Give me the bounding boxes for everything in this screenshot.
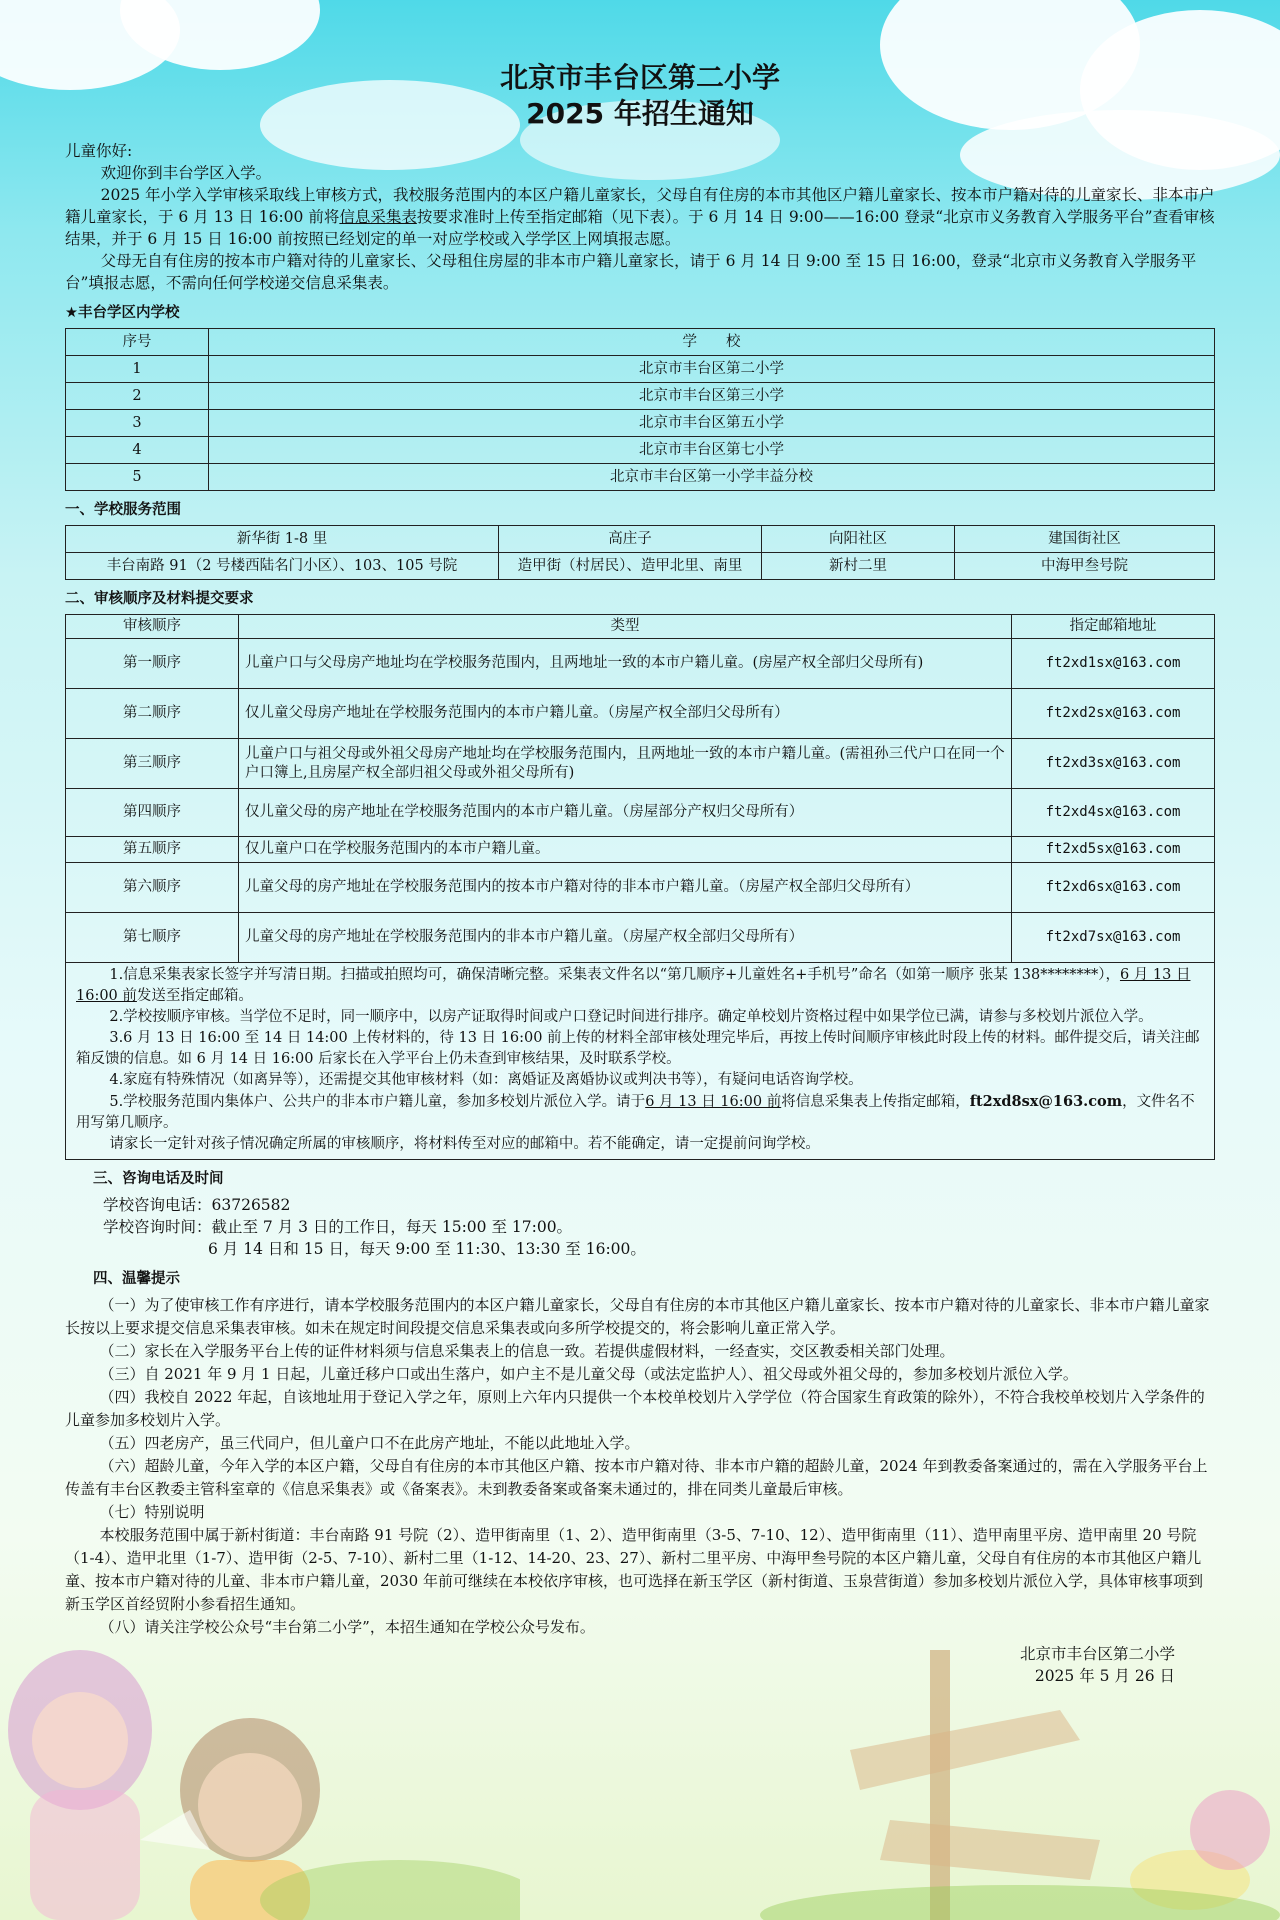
note-5	[76, 1091, 1204, 1134]
table-row	[66, 789, 1215, 837]
tip-item: （六）超龄儿童，今年入学的本区户籍，父母自有住房的本市其他区户籍、按本市户籍对待、非本市户籍的超龄儿童，2024 年到教委备案通过的，需在入学服务平台上传盖有丰台区教委主管科室章的《信息采集表》或《备案表》。未到教委备案或备案未通过的，排在同类儿童最后审核。	[65, 1457, 1208, 1498]
table-cell: 丰台南路 91（2 号楼西陆名门小区）、103、105 号院	[66, 553, 499, 580]
table-cell: 北京市丰台区第五小学	[209, 410, 1215, 437]
column-header: 序号	[66, 329, 209, 356]
column-header: 学 校	[209, 329, 1215, 356]
type-cell: 仅儿童户口在学校服务范围内的本市户籍儿童。	[239, 837, 1012, 863]
tip-item: （五）四老房产，虽三代同户，但儿童户口不在此房产地址，不能以此地址入学。	[99, 1434, 640, 1452]
deadline-text: 6 月 13 日 16:00 前	[76, 967, 1191, 1004]
table-row	[66, 837, 1215, 863]
column-header: 类型	[239, 615, 1012, 639]
order-cell: 第五顺序	[66, 837, 239, 863]
type-cell: 仅儿童父母的房产地址在学校服务范围内的本市户籍儿童。（房屋部分产权归父母所有）	[239, 789, 1012, 837]
intro-paragraph-1	[65, 184, 1215, 250]
tip-item: （四）我校自 2022 年起，自该地址用于登记入学之年，原则上六年内只提供一个本校单校划片入学学位（符合国家生育政策的除外），不符合我校单校划片入学条件的儿童参加多校划片入学。	[65, 1388, 1205, 1429]
table-row	[66, 356, 1215, 383]
info-form-name: 信息采集表	[339, 208, 417, 226]
table-cell: 2	[66, 383, 209, 410]
email-cell: ft2xd6sx@163.com	[1012, 863, 1215, 913]
table-cell: 北京市丰台区第二小学	[209, 356, 1215, 383]
contact-time: 学校咨询时间：截止至 7 月 3 日的工作日，每天 15:00 至 17:00。	[103, 1218, 573, 1236]
tip-item: （二）家长在入学服务平台上传的证件材料须与信息采集表上的信息一致。若提供虚假材料，一经查实，交区教委相关部门处理。	[99, 1342, 955, 1360]
table-cell: 1	[66, 356, 209, 383]
type-cell: 儿童父母的房产地址在学校服务范围内的按本市户籍对待的非本市户籍儿童。（房屋产权全部归父母所有）	[239, 863, 1012, 913]
signature-date: 2025 年 5 月 26 日	[1034, 1667, 1175, 1685]
table-header-row	[66, 526, 1215, 553]
note-4: 4.家庭有特殊情况（如离异等），还需提交其他审核材料（如：离婚证及离婚协议或判决书等），有疑问电话咨询学校。	[109, 1072, 863, 1088]
welcome-text: 欢迎你到丰台学区入学。	[100, 164, 272, 182]
table-row	[66, 464, 1215, 491]
type-cell: 儿童户口与祖父母或外祖父母房产地址均在学校服务范围内，且两地址一致的本市户籍儿童。(需祖孙三代户口在同一个户口簿上,且房屋产权全部归祖父母或外祖父母所有)	[239, 739, 1012, 789]
table-row	[66, 739, 1215, 789]
deadline-text: 6 月 13 日 16:00 前	[645, 1094, 782, 1110]
table-cell: 3	[66, 410, 209, 437]
table-row	[66, 553, 1215, 580]
tip-item: （三）自 2021 年 9 月 1 日起，儿童迁移户口或出生落户，如户主不是儿童父母（或法定监护人）、祖父母或外祖父母的，参加多校划片派位入学。	[99, 1365, 1078, 1383]
table-cell: 北京市丰台区第三小学	[209, 383, 1215, 410]
type-cell: 仅儿童父母房产地址在学校服务范围内的本市户籍儿童。（房屋产权全部归父母所有）	[239, 689, 1012, 739]
contact-phone: 学校咨询电话：63726582	[103, 1196, 291, 1214]
table-header-row	[66, 615, 1215, 639]
type-cell: 儿童户口与父母房产地址均在学校服务范围内，且两地址一致的本市户籍儿童。(房屋产权全部归父母所有)	[239, 639, 1012, 689]
notice-content	[65, 60, 1215, 1687]
table-row	[66, 913, 1215, 963]
table-cell: 北京市丰台区第七小学	[209, 437, 1215, 464]
review-order-table	[65, 614, 1215, 963]
order-cell: 第三顺序	[66, 739, 239, 789]
column-header: 审核顺序	[66, 615, 239, 639]
note-text: 5.学校服务范围内集体户、公共户的非本市户籍儿童，参加多校划片派位入学。请于	[109, 1094, 646, 1110]
tip-item: （七）特别说明	[99, 1503, 205, 1521]
contact-time-weekend: 6 月 14 日和 15 日，每天 9:00 至 11:30、13:30 至 16:00。	[208, 1240, 646, 1258]
email-cell: ft2xd1sx@163.com	[1012, 639, 1215, 689]
order-heading: 二、审核顺序及材料提交要求	[65, 591, 254, 607]
order-cell: 第一顺序	[66, 639, 239, 689]
table-cell: 4	[66, 437, 209, 464]
tips-list	[65, 1294, 1215, 1639]
order-cell: 第六顺序	[66, 863, 239, 913]
scope-heading: 一、学校服务范围	[65, 502, 181, 518]
table-row	[66, 410, 1215, 437]
contact-heading: 三、咨询电话及时间	[93, 1171, 224, 1187]
table-cell: 造甲街（村居民）、造甲北里、南里	[499, 553, 762, 580]
signature-school: 北京市丰台区第二小学	[1019, 1645, 1175, 1663]
intro-paragraph-2: 父母无自有住房的按本市户籍对待的儿童家长、父母租住房屋的非本市户籍儿童家长，请于 6 月 14 日 9:00 至 15 日 16:00，登录“北京市义务教育入学服务平台”填报志愿，不需向任何学校递交信息采集表。	[65, 252, 1197, 292]
order-cell: 第二顺序	[66, 689, 239, 739]
table-cell: 中海甲叁号院	[955, 553, 1215, 580]
table-cell: 新村二里	[762, 553, 955, 580]
note-text: 将信息采集表上传指定邮箱，	[781, 1094, 970, 1110]
collective-email: ft2xd8sx@163.com	[969, 1093, 1123, 1110]
note-1	[76, 965, 1204, 1007]
note-6: 请家长一定针对孩子情况确定所属的审核顺序，将材料传至对应的邮箱中。若不能确定，请一定提前问询学校。	[109, 1136, 820, 1152]
table-header-row	[66, 329, 1215, 356]
note-2: 2.学校按顺序审核。当学位不足时，同一顺序中，以房产证取得时间或户口登记时间进行排序。确定单校划片资格过程中如果学位已满，请参与多校划片派位入学。	[109, 1009, 1153, 1025]
email-cell: ft2xd5sx@163.com	[1012, 837, 1215, 863]
note-text: 发送至指定邮箱。	[136, 988, 253, 1004]
notice-title: 北京市丰台区第二小学	[499, 61, 780, 94]
table-row	[66, 383, 1215, 410]
greeting: 儿童你好:	[65, 142, 133, 160]
tips-heading: 四、温馨提示	[93, 1271, 180, 1287]
email-cell: ft2xd7sx@163.com	[1012, 913, 1215, 963]
tip-item: （一）为了使审核工作有序进行，请本学校服务范围内的本区户籍儿童家长，父母自有住房的本市其他区户籍儿童家长、按本市户籍对待的儿童家长、非本市户籍儿童家长按以上要求提交信息采集表审核。如未在规定时间段提交信息采集表或向多所学校提交的，将会影响儿童正常入学。	[65, 1296, 1210, 1337]
intro-text: 2025 年小学入学审核采取线上审核方式，我校服务范围内的本区户籍儿童家长，父母自有住房的本市其他区户籍儿童家长、按本市户籍对待的儿童家长、非本市户籍儿童家长，于 6 月 13 日 16:00 前将	[65, 186, 1215, 226]
column-header: 向阳社区	[762, 526, 955, 553]
order-notes	[65, 963, 1215, 1160]
email-cell: ft2xd3sx@163.com	[1012, 739, 1215, 789]
table-row	[66, 639, 1215, 689]
column-header: 高庄子	[499, 526, 762, 553]
notice-subtitle: 2025 年招生通知	[526, 97, 754, 130]
schools-table	[65, 328, 1215, 491]
note-3: 3.6 月 13 日 16:00 至 14 日 14:00 上传材料的，待 13 日 16:00 前上传的材料全部审核处理完毕后，再按上传时间顺序审核此时段上传的材料。邮件提交后，请关注邮箱反馈的信息。如 6 月 14 日 16:00 后家长在入学平台上仍未查到审核结果，及时联系学校。	[76, 1030, 1200, 1067]
order-cell: 第四顺序	[66, 789, 239, 837]
table-cell: 5	[66, 464, 209, 491]
column-header: 建国街社区	[955, 526, 1215, 553]
note-text: 1.信息采集表家长签字并写清日期。扫描或拍照均可，确保清晰完整。采集表文件名以“第几顺序+儿童姓名+手机号”命名（如第一顺序 张某 138********），	[109, 967, 1120, 983]
scope-table	[65, 525, 1215, 580]
tip-item: （八）请关注学校公众号“丰台第二小学”，本招生通知在学校公众号发布。	[99, 1618, 595, 1636]
note-text: ，文件名不用写第几顺序。	[76, 1094, 1195, 1131]
email-cell: ft2xd4sx@163.com	[1012, 789, 1215, 837]
column-header: 指定邮箱地址	[1012, 615, 1215, 639]
schools-heading: ★丰台学区内学校	[65, 305, 180, 321]
order-cell: 第七顺序	[66, 913, 239, 963]
table-cell: 北京市丰台区第一小学丰益分校	[209, 464, 1215, 491]
table-row	[66, 437, 1215, 464]
tip-item: 本校服务范围中属于新村街道：丰台南路 91 号院（2）、造甲街南里（1、2）、造甲街南里（3-5、7-10、12）、造甲街南里（11）、造甲南里平房、造甲南里 20 号院（1-4）、造甲北里（1-7）、造甲街（2-5、7-10）、新村二里（1-12、14-20、23、27）、新村二里平房、中海甲叁号院的本区户籍儿童，父母自有住房的本市其他区户籍儿童、按本市户籍对待的儿童、非本市户籍儿童，2030 年前可继续在本校依序审核，也可选择在新玉学区（新村街道、玉泉营街道）参加多校划片派位入学，具体审核事项到新玉学区首经贸附小参看招生通知。	[65, 1526, 1203, 1613]
column-header: 新华街 1-8 里	[66, 526, 499, 553]
table-row	[66, 689, 1215, 739]
email-cell: ft2xd2sx@163.com	[1012, 689, 1215, 739]
signature-block	[65, 1643, 1215, 1687]
table-row	[66, 863, 1215, 913]
intro-text-cont: 按要求准时上传至指定邮箱（见下表）。于 6 月 14 日 9:00——16:00 登录“北京市义务教育入学服务平台”查看审核结果，并于 6 月 15 日 16:00 前按照已经划定的单一对应学校或入学学区上网填报志愿。	[65, 208, 1215, 248]
type-cell: 儿童父母的房产地址在学校服务范围内的非本市户籍儿童。（房屋产权全部归父母所有）	[239, 913, 1012, 963]
